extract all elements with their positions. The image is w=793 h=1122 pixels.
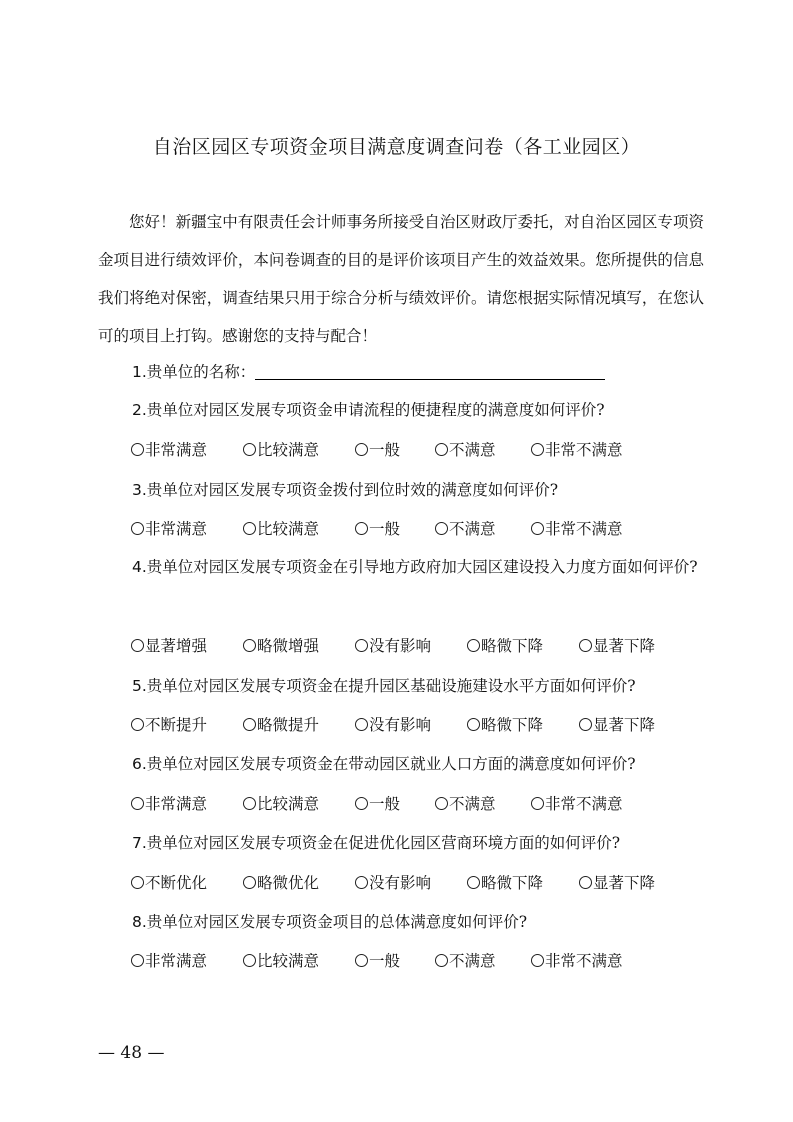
option-label: 显著下降 (593, 874, 656, 892)
option-radio[interactable] (355, 951, 400, 971)
radio-circle-icon (435, 522, 448, 535)
option-label: 不满意 (449, 520, 496, 538)
option-label: 比较满意 (257, 520, 320, 538)
option-label: 一般 (369, 952, 401, 970)
option-label: 略微下降 (481, 874, 544, 892)
radio-circle-icon (131, 443, 144, 456)
option-radio[interactable] (435, 519, 496, 539)
option-label: 略微下降 (481, 637, 544, 655)
radio-circle-icon (243, 443, 256, 456)
option-radio[interactable] (131, 715, 207, 735)
option-radio[interactable] (243, 873, 319, 893)
radio-circle-icon (355, 876, 368, 889)
radio-circle-icon (243, 718, 256, 731)
option-radio[interactable] (243, 715, 319, 735)
radio-circle-icon (531, 797, 544, 810)
radio-circle-icon (355, 522, 368, 535)
option-radio[interactable] (131, 440, 207, 460)
question-text: 贵单位对园区发展专项资金项目的总体满意度如何评价? (146, 913, 528, 931)
option-label: 没有影响 (369, 716, 432, 734)
question-text: 贵单位对园区发展专项资金申请流程的便捷程度的满意度如何评价? (146, 401, 605, 419)
radio-circle-icon (355, 639, 368, 652)
option-radio[interactable] (435, 440, 496, 460)
option-radio[interactable] (435, 951, 496, 971)
unit-name-field[interactable] (255, 363, 605, 380)
question-5 (132, 676, 636, 696)
radio-circle-icon (131, 522, 144, 535)
radio-circle-icon (467, 876, 480, 889)
option-radio[interactable] (467, 636, 543, 656)
option-label: 不满意 (449, 441, 496, 459)
option-label: 略微增强 (257, 637, 320, 655)
radio-circle-icon (243, 876, 256, 889)
question-3 (132, 480, 558, 500)
option-label: 一般 (369, 520, 401, 538)
option-label: 非常满意 (145, 952, 208, 970)
radio-circle-icon (531, 522, 544, 535)
option-label: 非常不满意 (545, 520, 623, 538)
option-radio[interactable] (467, 873, 543, 893)
option-label: 显著增强 (145, 637, 208, 655)
question-text: 贵单位对园区发展专项资金在带动园区就业人口方面的满意度如何评价? (146, 755, 636, 773)
radio-circle-icon (467, 718, 480, 731)
intro-paragraph: 您好！新疆宝中有限责任会计师事务所接受自治区财政厅委托，对自治区园区专项资金项目进行绩效评价，本问卷调查的目的是评价该项目产生的效益效果。您所提供的信息我们将绝对保密，调查结果只用于综合分析与绩效评价。请您根据实际情况填写，在您认可的项目上打钩。感谢您的支持与配合！ (98, 213, 704, 345)
option-radio[interactable] (531, 794, 623, 814)
option-radio[interactable] (355, 519, 400, 539)
radio-circle-icon (243, 639, 256, 652)
question-number: 8. (132, 913, 147, 931)
radio-circle-icon (579, 718, 592, 731)
option-radio[interactable] (579, 636, 655, 656)
option-label: 不满意 (449, 795, 496, 813)
option-label: 非常满意 (145, 441, 208, 459)
option-label: 非常满意 (145, 520, 208, 538)
question-text: 贵单位对园区发展专项资金在提升园区基础设施建设水平方面如何评价? (146, 677, 636, 695)
option-label: 不满意 (449, 952, 496, 970)
option-radio[interactable] (131, 636, 207, 656)
question-4 (98, 546, 704, 588)
question-2 (132, 400, 605, 420)
radio-circle-icon (243, 954, 256, 967)
radio-circle-icon (579, 876, 592, 889)
radio-circle-icon (355, 954, 368, 967)
option-label: 比较满意 (257, 795, 320, 813)
option-radio[interactable] (531, 951, 623, 971)
option-label: 显著下降 (593, 637, 656, 655)
option-label: 略微优化 (257, 874, 320, 892)
radio-circle-icon (355, 797, 368, 810)
radio-circle-icon (131, 876, 144, 889)
option-label: 非常不满意 (545, 952, 623, 970)
radio-circle-icon (467, 639, 480, 652)
radio-circle-icon (131, 639, 144, 652)
option-label: 非常不满意 (545, 441, 623, 459)
radio-circle-icon (435, 954, 448, 967)
radio-circle-icon (355, 443, 368, 456)
question-number: 1. (132, 363, 147, 381)
option-radio[interactable] (355, 715, 431, 735)
question-text: 贵单位对园区发展专项资金在引导地方政府加大园区建设投入力度方面如何评价? (146, 558, 698, 576)
option-radio[interactable] (355, 873, 431, 893)
option-radio[interactable] (355, 794, 400, 814)
option-label: 没有影响 (369, 637, 432, 655)
question-7 (132, 833, 620, 853)
radio-circle-icon (355, 718, 368, 731)
option-radio[interactable] (531, 519, 623, 539)
option-radio[interactable] (131, 951, 207, 971)
option-label: 非常不满意 (545, 795, 623, 813)
radio-circle-icon (243, 522, 256, 535)
option-radio[interactable] (243, 951, 319, 971)
radio-circle-icon (131, 954, 144, 967)
radio-circle-icon (131, 718, 144, 731)
option-label: 一般 (369, 441, 401, 459)
option-radio[interactable] (579, 873, 655, 893)
option-radio[interactable] (131, 519, 207, 539)
radio-circle-icon (131, 797, 144, 810)
option-label: 不断提升 (145, 716, 208, 734)
radio-circle-icon (243, 797, 256, 810)
option-label: 略微下降 (481, 716, 544, 734)
question-1 (132, 362, 605, 382)
option-radio[interactable] (243, 636, 319, 656)
question-text: 贵单位的名称： (146, 363, 256, 381)
question-number: 5. (132, 677, 147, 695)
radio-circle-icon (579, 639, 592, 652)
question-text: 贵单位对园区发展专项资金在促进优化园区营商环境方面的如何评价? (146, 834, 621, 852)
question-number: 7. (132, 834, 147, 852)
option-radio[interactable] (131, 873, 207, 893)
option-radio[interactable] (243, 519, 319, 539)
radio-circle-icon (435, 443, 448, 456)
question-number: 4. (132, 558, 147, 576)
option-label: 显著下降 (593, 716, 656, 734)
page-title: 自治区园区专项资金项目满意度调查问卷（各工业园区） (152, 136, 641, 158)
option-label: 比较满意 (257, 952, 320, 970)
question-number: 6. (132, 755, 147, 773)
question-6 (132, 754, 636, 774)
option-radio[interactable] (131, 794, 207, 814)
question-text: 贵单位对园区发展专项资金拨付到位时效的满意度如何评价? (146, 481, 559, 499)
option-radio[interactable] (355, 440, 400, 460)
question-number: 2. (132, 401, 147, 419)
option-radio[interactable] (243, 440, 319, 460)
option-label: 一般 (369, 795, 401, 813)
radio-circle-icon (531, 954, 544, 967)
option-radio[interactable] (579, 715, 655, 735)
option-radio[interactable] (355, 636, 431, 656)
option-label: 不断优化 (145, 874, 208, 892)
option-label: 非常满意 (145, 795, 208, 813)
radio-circle-icon (531, 443, 544, 456)
option-label: 略微提升 (257, 716, 320, 734)
option-radio[interactable] (531, 440, 623, 460)
page-number: — 48 — (98, 1043, 165, 1063)
question-number: 3. (132, 481, 147, 499)
option-label: 没有影响 (369, 874, 432, 892)
option-radio[interactable] (243, 794, 319, 814)
radio-circle-icon (435, 797, 448, 810)
option-radio[interactable] (467, 715, 543, 735)
question-8 (132, 912, 527, 932)
option-radio[interactable] (435, 794, 496, 814)
option-label: 比较满意 (257, 441, 320, 459)
